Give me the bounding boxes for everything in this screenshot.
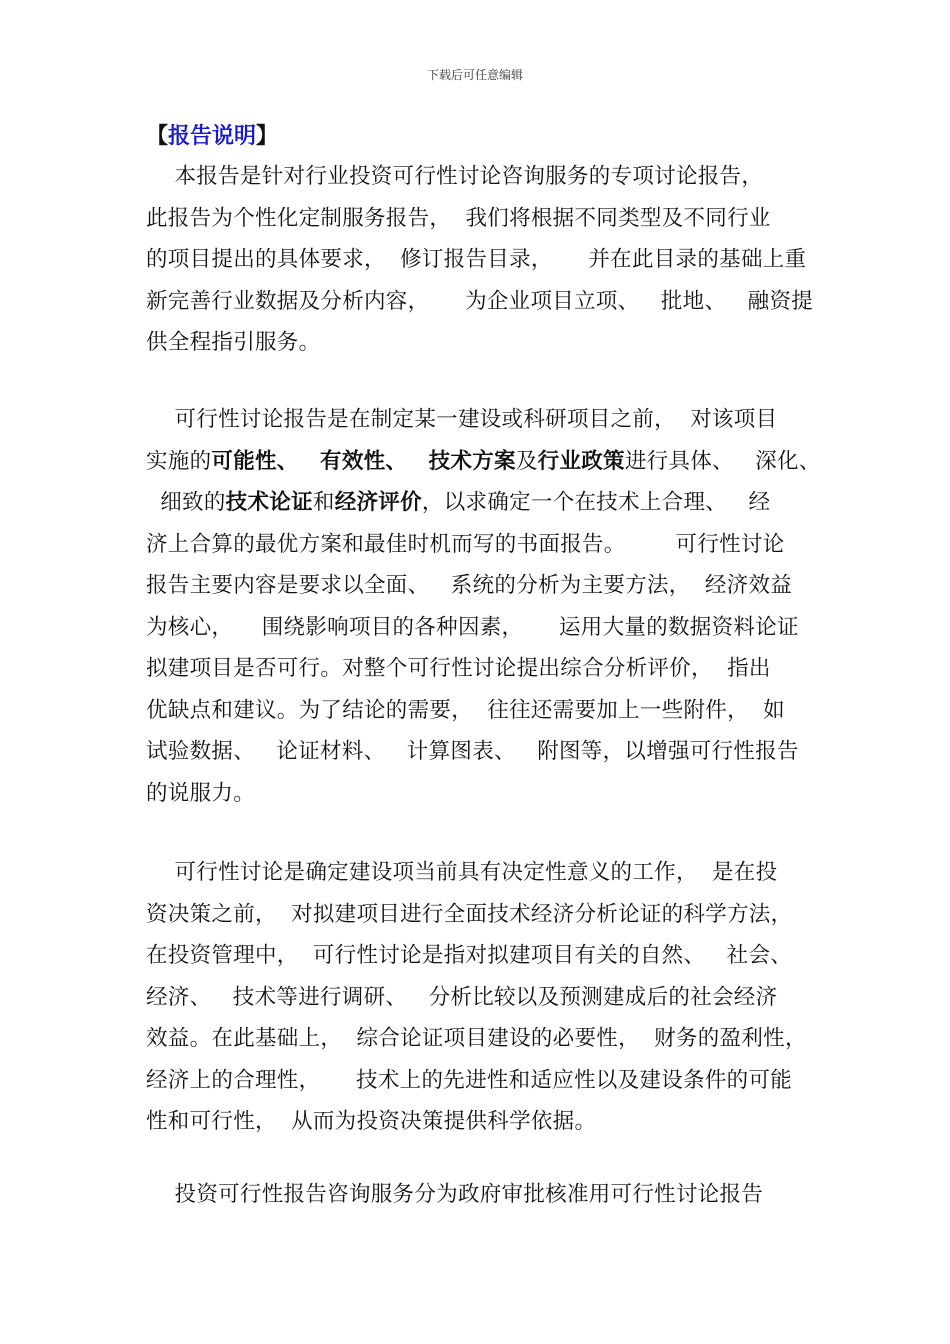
text-run: 报告主要内容是要求以全面、 系统的分析为主要方法， 经济效益 <box>146 573 793 598</box>
section-title <box>146 122 278 152</box>
text-line <box>146 1024 807 1054</box>
bold-term: 经济评价 <box>334 490 422 515</box>
header-note: 下载后可任意编辑 <box>426 68 523 82</box>
text-run: 投资可行性报告咨询服务分为政府审批核准用可行性讨论报告 <box>146 1182 764 1207</box>
text-line <box>146 287 813 317</box>
text-line <box>146 941 792 971</box>
title-text: 报告说明 <box>168 124 257 149</box>
text-line <box>146 737 799 767</box>
text-line <box>146 162 763 192</box>
text-run: 效益。在此基础上， 综合论证项目建设的必要性， 财务的盈利性， <box>146 1026 807 1051</box>
text-run: 细致的 <box>146 490 226 515</box>
text-run: 供全程指引服务。 <box>146 330 321 355</box>
text-run: 的项目提出的具体要求， 修订报告目录， 并在此目录的基础上重 <box>146 247 807 272</box>
text-run: 优缺点和建议。为了结论的需要， 往往还需要加上一些附件， 如 <box>146 697 785 723</box>
text-line <box>146 571 792 601</box>
text-line <box>146 405 777 435</box>
text-line <box>146 530 785 560</box>
text-run: 经济上的合理性， 技术上的先进性和适应性以及建设条件的可能 <box>146 1067 793 1093</box>
text-run: 进行具体、 深化、 <box>624 448 821 474</box>
bold-term: 技术论证 <box>225 490 313 515</box>
text-line <box>146 245 806 275</box>
text-line <box>146 613 799 643</box>
text-line <box>146 696 785 726</box>
text-run: 性和可行性， 从而为投资决策提供科学依据。 <box>146 1109 597 1134</box>
text-line <box>146 204 771 234</box>
title-bracket-close: 】 <box>256 124 279 149</box>
text-line <box>146 447 821 477</box>
text-line <box>146 900 792 930</box>
text-line <box>146 858 777 888</box>
text-line <box>146 328 320 358</box>
text-line <box>146 1107 596 1137</box>
text-line <box>146 654 771 684</box>
text-run: 可行性讨论是确定建设项当前具有决定性意义的工作， 是在投 <box>146 860 778 885</box>
text-run: 试验数据、 论证材料、 计算图表、 附图等，以增强可行性报告 <box>146 739 799 764</box>
text-run: 在投资管理中， 可行性讨论是指对拟建项目有关的自然、 社会、 <box>146 943 793 968</box>
text-run: 的说服力。 <box>146 780 256 806</box>
bold-term: 技术方案 <box>428 448 516 474</box>
text-run: 此报告为个性化定制服务报告， 我们将根据不同类型及不同行业 <box>146 205 771 231</box>
text-line <box>146 1180 763 1210</box>
bold-term: 有效性、 <box>320 448 408 474</box>
text-line <box>146 983 777 1013</box>
text-run: 和 <box>312 490 335 515</box>
text-run: 济上合算的最优方案和最佳时机而写的书面报告。 可行性讨论 <box>146 531 785 557</box>
title-bracket-open: 【 <box>146 124 169 149</box>
text-run: 拟建项目是否可行。对整个可行性讨论提出综合分析评价， 指出 <box>146 656 771 681</box>
text-run: 实施的 <box>146 448 212 474</box>
text-line <box>146 488 770 518</box>
bold-term: 可能性、 <box>211 448 299 474</box>
text-run: 可行性讨论报告是在制定某一建设或科研项目之前， 对该项目 <box>146 407 778 432</box>
bold-term: 行业政策 <box>537 448 625 474</box>
text-run <box>299 449 320 474</box>
text-run: 本报告是针对行业投资可行性讨论咨询服务的专项讨论报告， <box>146 164 764 189</box>
text-run: 新完善行业数据及分析内容， 为企业项目立项、 批地、 融资提 <box>146 288 814 314</box>
text-run: 及 <box>515 448 538 474</box>
text-line <box>146 1066 792 1096</box>
text-run <box>407 449 428 474</box>
text-run: 为核心， 围绕影响项目的各种因素， 运用大量的数据资料论证 <box>146 614 799 640</box>
text-run: 资决策之前， 对拟建项目进行全面技术经济分析论证的科学方法， <box>146 901 793 927</box>
text-run: ，以求确定一个在技术上合理、 经 <box>421 490 771 515</box>
text-line <box>146 779 255 809</box>
text-run: 经济、 技术等进行调研、 分析比较以及预测建成后的社会经济 <box>146 984 778 1010</box>
